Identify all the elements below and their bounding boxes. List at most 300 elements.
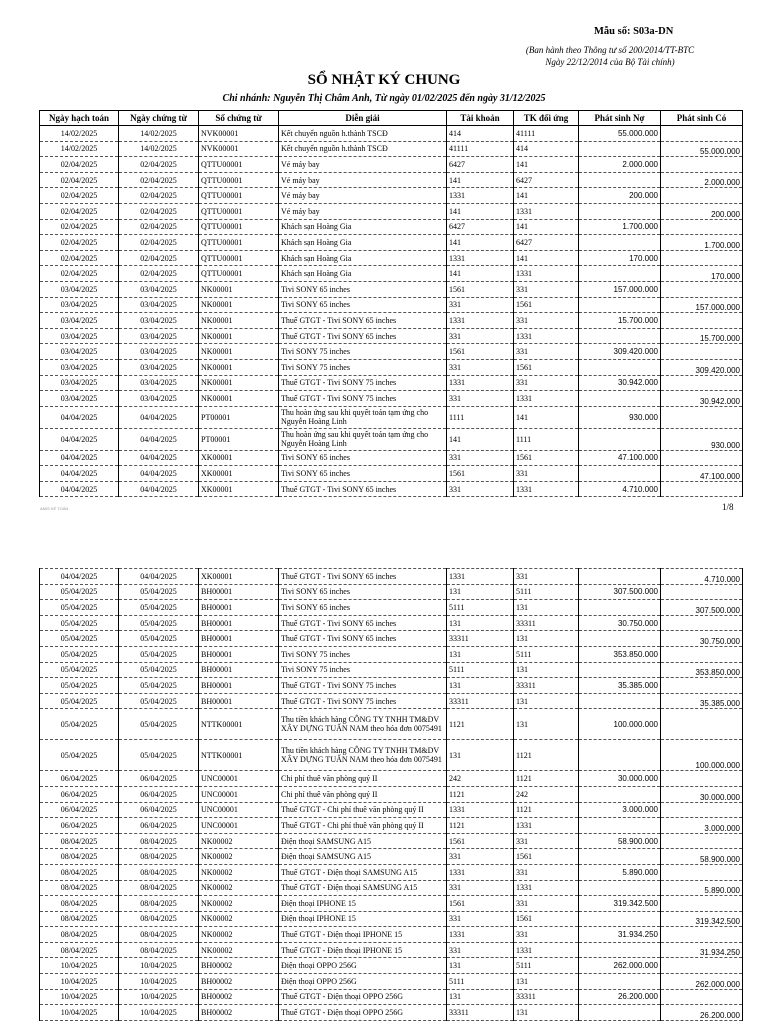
- credit-amount-cell: [661, 250, 743, 266]
- account-cell: 131: [447, 615, 514, 631]
- table-row: [40, 391, 743, 407]
- document-date-cell: 03/04/2025: [119, 297, 199, 313]
- document-number-cell: QTTU00001: [199, 266, 279, 282]
- debit-amount-cell: [579, 942, 661, 958]
- account-cell: 5111: [447, 974, 514, 990]
- accounting-date-cell: 06/04/2025: [40, 771, 119, 787]
- contra-account-cell: 242: [514, 786, 579, 802]
- table-row: [40, 880, 743, 896]
- credit-amount-cell: [661, 802, 743, 818]
- description-cell: Vé máy bay: [279, 157, 447, 173]
- description-cell: Tivi SONY 65 inches: [279, 466, 447, 482]
- credit-amount-cell: [661, 709, 743, 740]
- document-number-cell: NK00002: [199, 880, 279, 896]
- credit-amount-cell: 307.500.000: [661, 600, 743, 616]
- description-cell: Thuế GTGT - Tivi SONY 65 inches: [279, 615, 447, 631]
- table-row: [40, 833, 743, 849]
- credit-amount-cell: 262.000.000: [661, 974, 743, 990]
- document-date-cell: 05/04/2025: [119, 678, 199, 694]
- debit-amount-cell: 170.000: [579, 250, 661, 266]
- debit-amount-cell: [579, 235, 661, 251]
- table-row: [40, 911, 743, 927]
- contra-account-cell: 131: [514, 1005, 579, 1021]
- accounting-date-cell: 05/04/2025: [40, 600, 119, 616]
- document-number-cell: NTTK00001: [199, 709, 279, 740]
- table-row: [40, 927, 743, 943]
- description-cell: Điện thoại SAMSUNG A15: [279, 849, 447, 865]
- description-cell: Khách sạn Hoàng Gia: [279, 266, 447, 282]
- credit-amount-cell: 309.420.000: [661, 359, 743, 375]
- contra-account-cell: 131: [514, 709, 579, 740]
- account-cell: 1121: [447, 818, 514, 834]
- document-date-cell: 08/04/2025: [119, 864, 199, 880]
- journal-rows-page-2: [40, 569, 743, 1021]
- document-date-cell: 10/04/2025: [119, 958, 199, 974]
- table-row: [40, 771, 743, 787]
- debit-amount-cell: [579, 631, 661, 647]
- document-number-cell: BH00001: [199, 615, 279, 631]
- description-cell: Vé máy bay: [279, 203, 447, 219]
- document-title: SỔ NHẬT KÝ CHUNG: [307, 72, 461, 88]
- table-row: [40, 359, 743, 375]
- account-cell: 1331: [447, 802, 514, 818]
- contra-account-cell: 331: [514, 896, 579, 912]
- table-row: [40, 818, 743, 834]
- document-number-cell: PT00001: [199, 428, 279, 450]
- account-cell: 414: [447, 126, 514, 142]
- col-debit-header: Phát sinh Nợ: [579, 111, 661, 126]
- debit-amount-cell: 30.942.000: [579, 375, 661, 391]
- document-number-cell: BH00001: [199, 600, 279, 616]
- credit-amount-cell: 3.000.000: [661, 818, 743, 834]
- description-cell: Tivi SONY 65 inches: [279, 584, 447, 600]
- debit-amount-cell: 4.710.000: [579, 481, 661, 497]
- credit-amount-cell: 930.000: [661, 428, 743, 450]
- description-cell: Điện thoại IPHONE 15: [279, 911, 447, 927]
- account-cell: 1121: [447, 709, 514, 740]
- contra-account-cell: 1331: [514, 818, 579, 834]
- account-cell: 331: [447, 911, 514, 927]
- table-row: [40, 678, 743, 694]
- table-row: [40, 172, 743, 188]
- contra-account-cell: 414: [514, 141, 579, 157]
- debit-amount-cell: 58.900.000: [579, 833, 661, 849]
- document-date-cell: 14/02/2025: [119, 126, 199, 142]
- table-row: [40, 693, 743, 709]
- document-date-cell: 04/04/2025: [119, 450, 199, 466]
- account-cell: 1331: [447, 313, 514, 329]
- contra-account-cell: 1331: [514, 942, 579, 958]
- debit-amount-cell: 200.000: [579, 188, 661, 204]
- accounting-date-cell: 14/02/2025: [40, 126, 119, 142]
- accounting-date-cell: 04/04/2025: [40, 406, 119, 428]
- document-number-cell: QTTU00001: [199, 219, 279, 235]
- contra-account-cell: 1121: [514, 771, 579, 787]
- table-row: [40, 281, 743, 297]
- description-cell: Vé máy bay: [279, 172, 447, 188]
- document-date-cell: 02/04/2025: [119, 157, 199, 173]
- document-date-cell: 03/04/2025: [119, 328, 199, 344]
- contra-account-cell: 131: [514, 662, 579, 678]
- accounting-date-cell: 14/02/2025: [40, 141, 119, 157]
- credit-amount-cell: 30.942.000: [661, 391, 743, 407]
- account-cell: 1331: [447, 250, 514, 266]
- account-cell: 33311: [447, 1005, 514, 1021]
- document-number-cell: NK00002: [199, 849, 279, 865]
- account-cell: 131: [447, 646, 514, 662]
- table-row: [40, 203, 743, 219]
- debit-amount-cell: 930.000: [579, 406, 661, 428]
- accounting-date-cell: 08/04/2025: [40, 880, 119, 896]
- debit-amount-cell: [579, 600, 661, 616]
- contra-account-cell: 331: [514, 313, 579, 329]
- debit-amount-cell: 262.000.000: [579, 958, 661, 974]
- contra-account-cell: 1331: [514, 328, 579, 344]
- accounting-date-cell: 06/04/2025: [40, 818, 119, 834]
- document-date-cell: 05/04/2025: [119, 693, 199, 709]
- account-cell: 1331: [447, 569, 514, 585]
- document-number-cell: NK00002: [199, 896, 279, 912]
- description-cell: Thu tiền khách hàng CÔNG TY TNHH TM&DV XÂY DỰNG TUẤN NAM theo hóa đơn 0075491: [279, 709, 447, 740]
- contra-account-cell: 141: [514, 250, 579, 266]
- col-account-header: Tài khoản: [447, 111, 514, 126]
- document-number-cell: PT00001: [199, 406, 279, 428]
- account-cell: 1111: [447, 406, 514, 428]
- debit-amount-cell: 30.750.000: [579, 615, 661, 631]
- document-date-cell: 05/04/2025: [119, 600, 199, 616]
- document-number-cell: NK00001: [199, 313, 279, 329]
- document-date-cell: 06/04/2025: [119, 786, 199, 802]
- table-row: [40, 864, 743, 880]
- contra-account-cell: 33311: [514, 615, 579, 631]
- account-cell: 1331: [447, 375, 514, 391]
- contra-account-cell: 1121: [514, 740, 579, 771]
- document-date-cell: 04/04/2025: [119, 481, 199, 497]
- contra-account-cell: 141: [514, 406, 579, 428]
- account-cell: 331: [447, 450, 514, 466]
- accounting-date-cell: 05/04/2025: [40, 709, 119, 740]
- credit-amount-cell: 2.000.000: [661, 172, 743, 188]
- table-row: [40, 188, 743, 204]
- document-number-cell: BH00001: [199, 584, 279, 600]
- debit-amount-cell: 307.500.000: [579, 584, 661, 600]
- debit-amount-cell: 1.700.000: [579, 219, 661, 235]
- debit-amount-cell: [579, 880, 661, 896]
- debit-amount-cell: 2.000.000: [579, 157, 661, 173]
- debit-amount-cell: [579, 391, 661, 407]
- document-date-cell: 08/04/2025: [119, 880, 199, 896]
- account-cell: 41111: [447, 141, 514, 157]
- credit-amount-cell: [661, 678, 743, 694]
- debit-amount-cell: [579, 266, 661, 282]
- document-date-cell: 05/04/2025: [119, 584, 199, 600]
- account-cell: 1561: [447, 344, 514, 360]
- document-number-cell: BH00002: [199, 974, 279, 990]
- accounting-date-cell: 02/04/2025: [40, 235, 119, 251]
- description-cell: Thuế GTGT - Chi phí thuê văn phòng quý II: [279, 802, 447, 818]
- debit-amount-cell: [579, 740, 661, 771]
- table-row: [40, 802, 743, 818]
- contra-account-cell: 1561: [514, 359, 579, 375]
- table-row: [40, 896, 743, 912]
- contra-account-cell: 1331: [514, 880, 579, 896]
- account-cell: 131: [447, 958, 514, 974]
- description-cell: Thuế GTGT - Tivi SONY 65 inches: [279, 328, 447, 344]
- document-number-cell: BH00002: [199, 958, 279, 974]
- debit-amount-cell: 353.850.000: [579, 646, 661, 662]
- credit-amount-cell: 353.850.000: [661, 662, 743, 678]
- description-cell: Thuế GTGT - Tivi SONY 75 inches: [279, 678, 447, 694]
- contra-account-cell: 1561: [514, 450, 579, 466]
- credit-amount-cell: [661, 927, 743, 943]
- description-cell: Điện thoại OPPO 256G: [279, 974, 447, 990]
- document-date-cell: 02/04/2025: [119, 219, 199, 235]
- document-number-cell: NK00001: [199, 297, 279, 313]
- description-cell: Thu hoàn ứng sau khi quyết toán tạm ứng cho Nguyễn Hoàng Linh: [279, 428, 447, 450]
- debit-amount-cell: [579, 693, 661, 709]
- credit-amount-cell: [661, 375, 743, 391]
- document-number-cell: XK00001: [199, 569, 279, 585]
- accounting-date-cell: 05/04/2025: [40, 740, 119, 771]
- description-cell: Tivi SONY 75 inches: [279, 662, 447, 678]
- contra-account-cell: 331: [514, 864, 579, 880]
- document-date-cell: 04/04/2025: [119, 406, 199, 428]
- contra-account-cell: 131: [514, 600, 579, 616]
- contra-account-cell: 1121: [514, 802, 579, 818]
- page-number: 1/8: [722, 502, 734, 512]
- table-row: [40, 450, 743, 466]
- account-cell: 331: [447, 849, 514, 865]
- debit-amount-cell: [579, 297, 661, 313]
- document-number-cell: BH00001: [199, 662, 279, 678]
- document-date-cell: 02/04/2025: [119, 188, 199, 204]
- account-cell: 33311: [447, 631, 514, 647]
- document-number-cell: UNC00001: [199, 818, 279, 834]
- accounting-date-cell: 10/04/2025: [40, 1005, 119, 1021]
- debit-amount-cell: [579, 428, 661, 450]
- table-row: [40, 631, 743, 647]
- accounting-date-cell: 08/04/2025: [40, 849, 119, 865]
- document-date-cell: 02/04/2025: [119, 172, 199, 188]
- document-date-cell: 05/04/2025: [119, 709, 199, 740]
- debit-amount-cell: 47.100.000: [579, 450, 661, 466]
- debit-amount-cell: [579, 974, 661, 990]
- contra-account-cell: 331: [514, 344, 579, 360]
- accounting-date-cell: 03/04/2025: [40, 359, 119, 375]
- document-date-cell: 04/04/2025: [119, 569, 199, 585]
- description-cell: Thuế GTGT - Tivi SONY 65 inches: [279, 569, 447, 585]
- accounting-date-cell: 08/04/2025: [40, 927, 119, 943]
- document-number-cell: NK00002: [199, 942, 279, 958]
- debit-amount-cell: [579, 662, 661, 678]
- contra-account-cell: 131: [514, 693, 579, 709]
- document-date-cell: 03/04/2025: [119, 359, 199, 375]
- credit-amount-cell: 30.750.000: [661, 631, 743, 647]
- contra-account-cell: 1111: [514, 428, 579, 450]
- document-date-cell: 08/04/2025: [119, 911, 199, 927]
- description-cell: Thuế GTGT - Chi phí thuê văn phòng quý II: [279, 818, 447, 834]
- document-date-cell: 02/04/2025: [119, 250, 199, 266]
- table-row: [40, 849, 743, 865]
- credit-amount-cell: [661, 646, 743, 662]
- credit-amount-cell: [661, 281, 743, 297]
- accounting-date-cell: 06/04/2025: [40, 802, 119, 818]
- account-cell: 331: [447, 297, 514, 313]
- form-code: Mẫu số: S03a-DN: [594, 26, 674, 37]
- document-date-cell: 02/04/2025: [119, 235, 199, 251]
- document-number-cell: NK00002: [199, 927, 279, 943]
- contra-account-cell: 331: [514, 466, 579, 482]
- debit-amount-cell: 157.000.000: [579, 281, 661, 297]
- table-row: [40, 709, 743, 740]
- table-row: [40, 406, 743, 428]
- credit-amount-cell: 5.890.000: [661, 880, 743, 896]
- debit-amount-cell: 100.000.000: [579, 709, 661, 740]
- table-row: [40, 235, 743, 251]
- account-cell: 131: [447, 989, 514, 1005]
- account-cell: 131: [447, 584, 514, 600]
- contra-account-cell: 1561: [514, 297, 579, 313]
- accounting-date-cell: 08/04/2025: [40, 864, 119, 880]
- debit-amount-cell: [579, 328, 661, 344]
- contra-account-cell: 141: [514, 188, 579, 204]
- document-number-cell: NK00002: [199, 864, 279, 880]
- credit-amount-cell: 31.934.250: [661, 942, 743, 958]
- credit-amount-cell: 35.385.000: [661, 693, 743, 709]
- document-number-cell: UNC00001: [199, 771, 279, 787]
- document-date-cell: 03/04/2025: [119, 391, 199, 407]
- document-date-cell: 08/04/2025: [119, 942, 199, 958]
- account-cell: 33311: [447, 693, 514, 709]
- table-row: [40, 646, 743, 662]
- description-cell: Tivi SONY 75 inches: [279, 359, 447, 375]
- description-cell: Thuế GTGT - Tivi SONY 65 inches: [279, 481, 447, 497]
- accounting-date-cell: 10/04/2025: [40, 989, 119, 1005]
- document-number-cell: QTTU00001: [199, 235, 279, 251]
- description-cell: Tivi SONY 75 inches: [279, 344, 447, 360]
- accounting-date-cell: 05/04/2025: [40, 631, 119, 647]
- description-cell: Tivi SONY 65 inches: [279, 600, 447, 616]
- description-cell: Khách sạn Hoàng Gia: [279, 235, 447, 251]
- table-row: [40, 250, 743, 266]
- debit-amount-cell: 5.890.000: [579, 864, 661, 880]
- document-number-cell: NK00001: [199, 359, 279, 375]
- col-document-date-header: Ngày chứng từ: [119, 111, 199, 126]
- document-number-cell: NK00001: [199, 375, 279, 391]
- table-row: [40, 157, 743, 173]
- col-accounting-date-header: Ngày hạch toán: [40, 111, 119, 126]
- document-date-cell: 06/04/2025: [119, 802, 199, 818]
- account-cell: 331: [447, 391, 514, 407]
- description-cell: Vé máy bay: [279, 188, 447, 204]
- credit-amount-cell: 1.700.000: [661, 235, 743, 251]
- document-date-cell: 08/04/2025: [119, 927, 199, 943]
- credit-amount-cell: [661, 896, 743, 912]
- document-number-cell: QTTU00001: [199, 172, 279, 188]
- contra-account-cell: 5111: [514, 958, 579, 974]
- account-cell: 1331: [447, 864, 514, 880]
- document-number-cell: QTTU00001: [199, 250, 279, 266]
- description-cell: Tivi SONY 65 inches: [279, 297, 447, 313]
- account-cell: 331: [447, 328, 514, 344]
- col-description-header: Diễn giải: [279, 111, 447, 126]
- debit-amount-cell: [579, 786, 661, 802]
- credit-amount-cell: [661, 188, 743, 204]
- accounting-date-cell: 02/04/2025: [40, 203, 119, 219]
- software-brand: AMIS KẾ TOÁN: [40, 506, 69, 511]
- debit-amount-cell: [579, 141, 661, 157]
- description-cell: Thuế GTGT - Điện thoại OPPO 256G: [279, 1005, 447, 1021]
- credit-amount-cell: [661, 771, 743, 787]
- document-date-cell: 08/04/2025: [119, 833, 199, 849]
- debit-amount-cell: 3.000.000: [579, 802, 661, 818]
- debit-amount-cell: 31.934.250: [579, 927, 661, 943]
- description-cell: Kết chuyển nguồn h.thành TSCĐ: [279, 141, 447, 157]
- credit-amount-cell: [661, 481, 743, 497]
- accounting-date-cell: 05/04/2025: [40, 678, 119, 694]
- table-row: [40, 219, 743, 235]
- debit-amount-cell: [579, 818, 661, 834]
- document-date-cell: 03/04/2025: [119, 281, 199, 297]
- contra-account-cell: 141: [514, 219, 579, 235]
- contra-account-cell: 33311: [514, 678, 579, 694]
- debit-amount-cell: [579, 172, 661, 188]
- credit-amount-cell: 157.000.000: [661, 297, 743, 313]
- document-date-cell: 06/04/2025: [119, 818, 199, 834]
- credit-amount-cell: [661, 313, 743, 329]
- document-number-cell: BH00001: [199, 646, 279, 662]
- contra-account-cell: 1561: [514, 849, 579, 865]
- account-cell: 1331: [447, 188, 514, 204]
- document-date-cell: 08/04/2025: [119, 849, 199, 865]
- credit-amount-cell: 200.000: [661, 203, 743, 219]
- accounting-date-cell: 04/04/2025: [40, 481, 119, 497]
- document-date-cell: 02/04/2025: [119, 266, 199, 282]
- account-cell: 1561: [447, 896, 514, 912]
- contra-account-cell: 6427: [514, 172, 579, 188]
- document-date-cell: 05/04/2025: [119, 631, 199, 647]
- account-cell: 141: [447, 266, 514, 282]
- contra-account-cell: 5111: [514, 646, 579, 662]
- credit-amount-cell: [661, 584, 743, 600]
- document-number-cell: NK00001: [199, 328, 279, 344]
- credit-amount-cell: 170.000: [661, 266, 743, 282]
- accounting-date-cell: 02/04/2025: [40, 172, 119, 188]
- document-date-cell: 10/04/2025: [119, 1005, 199, 1021]
- document-number-cell: NK00001: [199, 391, 279, 407]
- contra-account-cell: 331: [514, 833, 579, 849]
- document-date-cell: 03/04/2025: [119, 313, 199, 329]
- table-row: [40, 375, 743, 391]
- contra-account-cell: 33311: [514, 989, 579, 1005]
- document-number-cell: BH00002: [199, 1005, 279, 1021]
- table-row: [40, 662, 743, 678]
- document-number-cell: NVK00001: [199, 126, 279, 142]
- accounting-date-cell: 08/04/2025: [40, 911, 119, 927]
- account-cell: 1561: [447, 833, 514, 849]
- contra-account-cell: 1331: [514, 481, 579, 497]
- credit-amount-cell: 55.000.000: [661, 141, 743, 157]
- table-row: [40, 740, 743, 771]
- accounting-date-cell: 04/04/2025: [40, 450, 119, 466]
- account-cell: 141: [447, 235, 514, 251]
- accounting-date-cell: 02/04/2025: [40, 219, 119, 235]
- description-cell: Thuế GTGT - Tivi SONY 75 inches: [279, 375, 447, 391]
- table-row: [40, 974, 743, 990]
- credit-amount-cell: 58.900.000: [661, 849, 743, 865]
- document-number-cell: NK00001: [199, 344, 279, 360]
- credit-amount-cell: [661, 450, 743, 466]
